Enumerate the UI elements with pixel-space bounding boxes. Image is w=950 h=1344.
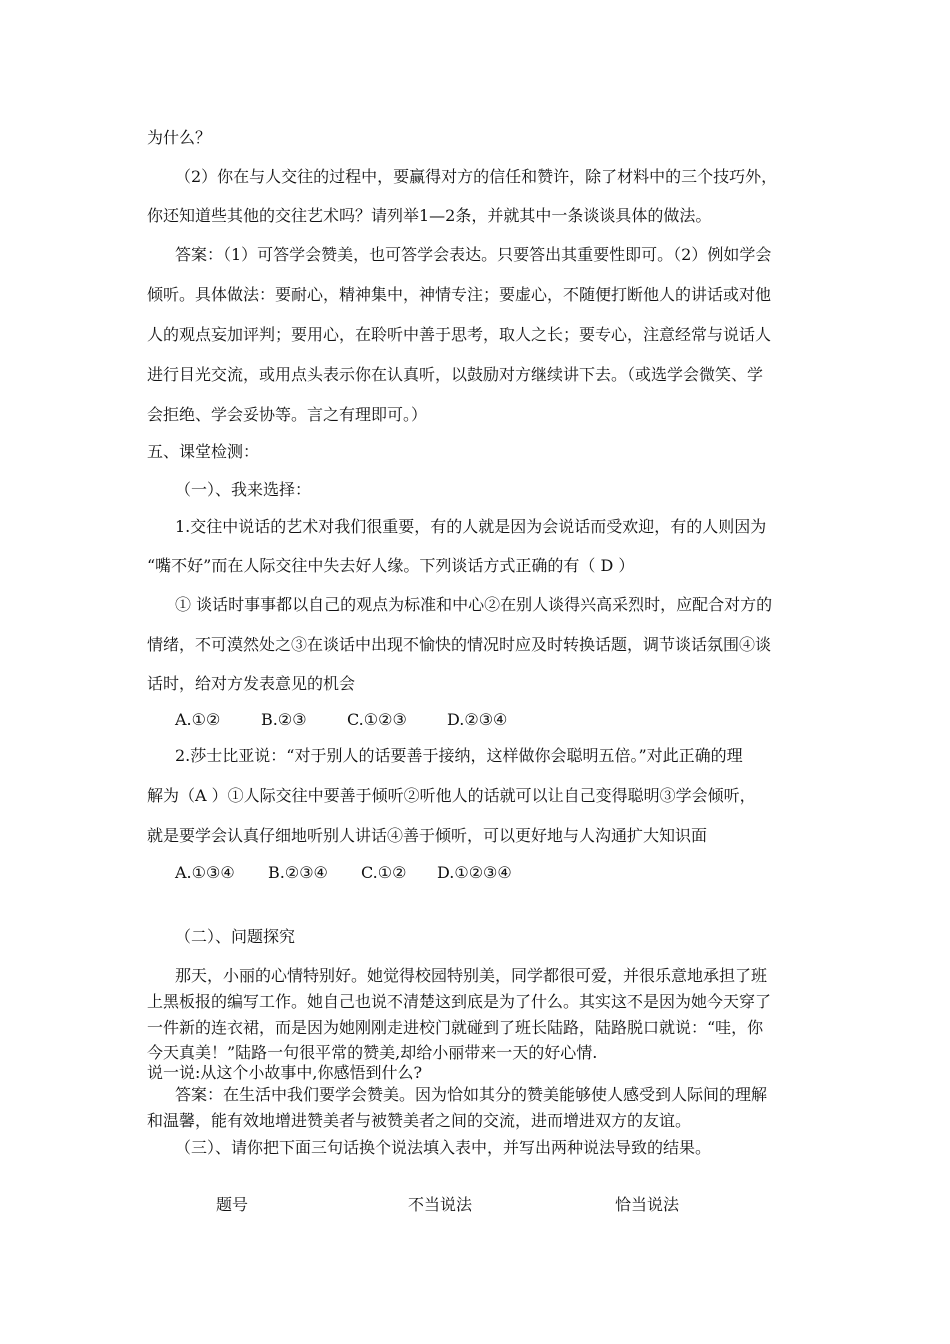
- question-1: 1.交往中说话的艺术对我们很重要，有的人就是因为会说话而受欢迎，有的人则因为: [175, 517, 767, 536]
- subsection-heading: （二）、问题探究: [175, 927, 296, 946]
- text-line: （2）你在与人交往的过程中，要赢得对方的信任和赞许，除了材料中的三个技巧外，: [175, 167, 778, 186]
- text-line: 会拒绝、学会妥协等。言之有理即可。）: [147, 405, 428, 424]
- story-line: 今天真美！”陆路一句很平常的赞美,却给小丽带来一天的好心情.: [147, 1043, 598, 1062]
- table-header-improper: 不当说法: [408, 1195, 473, 1214]
- option: B.②③④: [268, 863, 328, 882]
- story-line: 那天，小丽的心情特别好。她觉得校园特别美，同学都很可爱，并很乐意地承担了班: [175, 966, 768, 985]
- option: B.②③: [261, 710, 307, 729]
- option: D.②③④: [447, 710, 508, 729]
- q2-options: [175, 863, 512, 883]
- q1-options: [175, 710, 507, 730]
- section-heading: 五、课堂检测：: [147, 442, 260, 461]
- text-line: 话时，给对方发表意见的机会: [147, 674, 356, 693]
- text-line: 为什么？: [147, 128, 212, 147]
- question-2: 2.莎士比亚说：“对于别人的话要善于接纳，这样做你会聪明五倍。”对此正确的理: [175, 746, 743, 765]
- story-line: 一件新的连衣裙，而是因为她刚刚走进校门就碰到了班长陆路，陆路脱口就说：“哇，你: [147, 1018, 764, 1037]
- story-line: 上黑板报的编写工作。她自己也说不清楚这到底是为了什么。其实这不是因为她今天穿了: [147, 992, 772, 1011]
- text-line: 情绪，不可漠然处之③在谈话中出现不愉快的情况时应及时转换话题，调节谈话氛围④谈: [147, 635, 772, 654]
- answer-line: 答案：在生活中我们要学会赞美。因为恰如其分的赞美能够使人感受到人际间的理解: [175, 1085, 768, 1104]
- option: C.①②: [361, 863, 407, 882]
- subsection-heading: （三）、请你把下面三句话换个说法填入表中，并写出两种说法导致的结果。: [175, 1138, 712, 1157]
- option: A.①③④: [175, 863, 235, 882]
- text-line: 人的观点妄加评判；要用心，在聆听中善于思考，取人之长；要专心，注意经常与说话人: [147, 325, 772, 344]
- option: A.①②: [175, 710, 221, 729]
- answer-line: 答案：（1）可答学会赞美，也可答学会表达。只要答出其重要性即可。（2）例如学会: [175, 245, 772, 264]
- prompt-line: 说一说:从这个小故事中,你感悟到什么?: [147, 1063, 423, 1082]
- text-line: ① 谈话时事事都以自己的观点为标准和中心②在别人谈得兴高采烈时，应配合对方的: [175, 595, 773, 614]
- text-line: “嘴不好”而在人际交往中失去好人缘。下列谈话方式正确的有（ D ）: [147, 556, 635, 575]
- text-line: 你还知道些其他的交往艺术吗？请列举1—2条，并就其中一条谈谈具体的做法。: [147, 206, 712, 225]
- table-header-number: 题号: [216, 1195, 249, 1214]
- text-line: 解为（A ）①人际交往中要善于倾听②听他人的话就可以让自己变得聪明③学会倾听，: [147, 786, 756, 805]
- answer-line: 和温馨，能有效地增进赞美者与被赞美者之间的交流，进而增进双方的友谊。: [147, 1111, 692, 1130]
- text-line: 倾听。具体做法：要耐心，精神集中，神情专注；要虚心，不随便打断他人的讲话或对他: [147, 285, 772, 304]
- text-line: 就是要学会认真仔细地听别人讲话④善于倾听，可以更好地与人沟通扩大知识面: [147, 826, 708, 845]
- table-header-proper: 恰当说法: [615, 1195, 680, 1214]
- subsection-heading: （一）、我来选择：: [175, 480, 312, 499]
- text-line: 进行目光交流，或用点头表示你在认真听，以鼓励对方继续讲下去。（或选学会微笑、学: [147, 365, 764, 384]
- option: D.①②③④: [437, 863, 512, 882]
- option: C.①②③: [347, 710, 407, 729]
